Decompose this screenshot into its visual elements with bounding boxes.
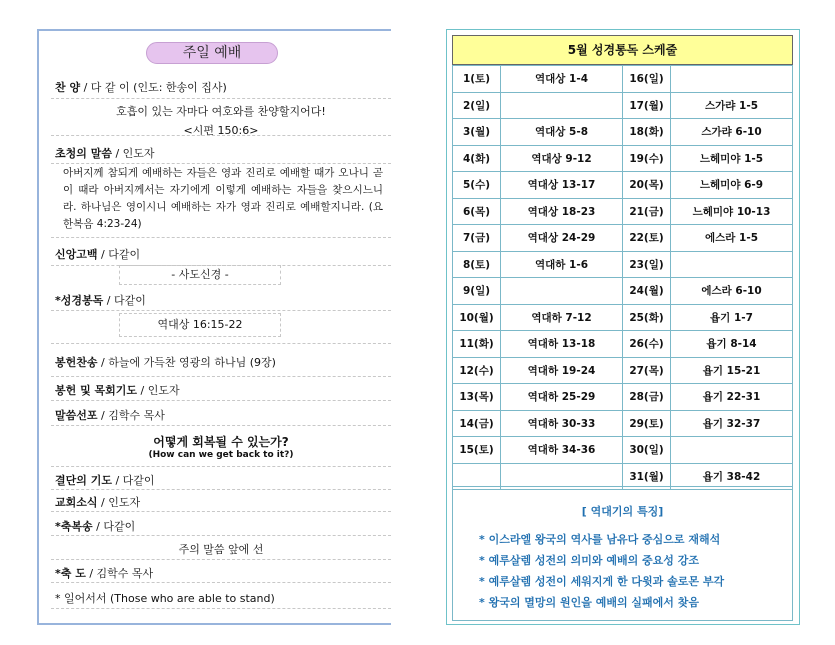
schedule-reading <box>671 437 793 464</box>
schedule-reading: 역대하 1-6 <box>501 251 623 278</box>
schedule-date: 10(월) <box>453 304 501 331</box>
schedule-reading: 욥기 32-37 <box>671 410 793 437</box>
feature-item: * 예루살렘 성전이 세워지게 한 다윗과 솔로몬 부각 <box>479 575 725 588</box>
feature-item: * 예루살렘 성전의 의미와 예배의 중요성 강조 <box>479 554 699 567</box>
schedule-row <box>453 331 793 358</box>
order-label: 봉헌 및 목회기도 <box>55 384 138 397</box>
schedule-reading: 역대하 30-33 <box>501 410 623 437</box>
sermon-title: 어떻게 회복될 수 있는가? <box>153 435 289 449</box>
schedule-date: 21(금) <box>623 198 671 225</box>
schedule-date: 24(월) <box>623 278 671 305</box>
schedule-reading: 스가랴 6-10 <box>671 119 793 146</box>
chronicles-features <box>452 486 793 621</box>
schedule-date: 11(화) <box>453 331 501 358</box>
schedule-date: 20(목) <box>623 172 671 199</box>
order-label: *축 도 <box>55 567 86 580</box>
schedule-date: 15(토) <box>453 437 501 464</box>
order-item-reading <box>51 286 391 311</box>
schedule-date: 23(일) <box>623 251 671 278</box>
schedule-date: 1(토) <box>453 66 501 93</box>
schedule-row <box>453 251 793 278</box>
order-label: 초청의 말씀 <box>55 147 112 160</box>
call-line-2: <시편 150:6> <box>183 124 259 137</box>
schedule-reading <box>671 66 793 93</box>
order-item-offering-prayer <box>51 376 391 401</box>
schedule-date: 26(수) <box>623 331 671 358</box>
worship-order-panel <box>37 29 391 625</box>
schedule-reading: 역대하 25-29 <box>501 384 623 411</box>
order-item-invocation <box>51 135 391 164</box>
order-value: / 다같이 <box>111 474 155 487</box>
order-value: / 다같이 <box>92 520 136 533</box>
schedule-reading: 역대하 19-24 <box>501 357 623 384</box>
schedule-row <box>453 437 793 464</box>
schedule-reading: 욥기 1-7 <box>671 304 793 331</box>
sermon-title-block <box>51 433 391 460</box>
order-value: / 다같이 <box>97 248 141 261</box>
schedule-date: 29(토) <box>623 410 671 437</box>
schedule-reading: 느헤미야 10-13 <box>671 198 793 225</box>
order-label: *성경봉독 <box>55 294 104 307</box>
order-value: / 다같이 <box>103 294 146 307</box>
schedule-date: 17(월) <box>623 92 671 119</box>
schedule-date: 7(금) <box>453 225 501 252</box>
order-label: 찬 양 <box>55 81 81 94</box>
schedule-date: 16(일) <box>623 66 671 93</box>
order-label: 신앙고백 <box>55 248 98 261</box>
schedule-reading: 스가랴 1-5 <box>671 92 793 119</box>
order-item-decision <box>51 466 391 490</box>
order-item-creed <box>51 237 391 266</box>
schedule-date: 14(금) <box>453 410 501 437</box>
schedule-reading: 역대상 24-29 <box>501 225 623 252</box>
schedule-row <box>453 172 793 199</box>
schedule-row <box>453 225 793 252</box>
schedule-reading: 느헤미야 1-5 <box>671 145 793 172</box>
schedule-date: 22(토) <box>623 225 671 252</box>
schedule-date: 2(일) <box>453 92 501 119</box>
schedule-row <box>453 119 793 146</box>
schedule-date: 30(일) <box>623 437 671 464</box>
schedule-reading: 에스라 6-10 <box>671 278 793 305</box>
schedule-date: 12(수) <box>453 357 501 384</box>
order-value: / 인도자 <box>97 496 141 509</box>
schedule-reading <box>501 278 623 305</box>
order-value: / 김학수 목사 <box>85 567 154 580</box>
order-item-offering-hymn <box>51 343 391 377</box>
schedule-date: 6(목) <box>453 198 501 225</box>
schedule-reading: 역대상 5-8 <box>501 119 623 146</box>
features-title: [ 역대기의 특징] <box>581 505 664 518</box>
stand-note: * 일어서서 (Those who are able to stand) <box>55 592 275 605</box>
order-value: / 인도자 <box>111 147 155 160</box>
schedule-date: 28(금) <box>623 384 671 411</box>
schedule-date: 5(수) <box>453 172 501 199</box>
schedule-reading: 역대하 13-18 <box>501 331 623 358</box>
schedule-row <box>453 410 793 437</box>
schedule-reading: 역대하 7-12 <box>501 304 623 331</box>
feature-item: * 이스라엘 왕국의 역사를 남유다 중심으로 재해석 <box>479 533 721 546</box>
schedule-row <box>453 384 793 411</box>
call-line-1: 호흡이 있는 자마다 여호와를 찬양할지어다! <box>116 105 326 118</box>
order-item-doxology <box>51 513 391 536</box>
schedule-title: 5월 성경통독 스케줄 <box>452 35 793 65</box>
order-item-sermon <box>51 401 391 426</box>
schedule-row <box>453 66 793 93</box>
schedule-reading: 역대하 34-36 <box>501 437 623 464</box>
schedule-table <box>452 65 793 490</box>
schedule-reading <box>501 92 623 119</box>
order-label: 말씀선포 <box>55 409 98 422</box>
schedule-date: 13(목) <box>453 384 501 411</box>
schedule-row <box>453 145 793 172</box>
order-value: / 하늘에 가득찬 영광의 하나님 (9장) <box>97 356 276 369</box>
order-item-benediction <box>51 559 391 583</box>
order-label: 봉헌찬송 <box>55 356 98 369</box>
schedule-reading: 역대상 13-17 <box>501 172 623 199</box>
order-item-news <box>51 489 391 512</box>
reading-schedule-panel <box>446 29 800 625</box>
schedule-date: 18(화) <box>623 119 671 146</box>
schedule-row <box>453 198 793 225</box>
order-label: 교회소식 <box>55 496 98 509</box>
schedule-date: 27(목) <box>623 357 671 384</box>
schedule-date: 4(화) <box>453 145 501 172</box>
doxology-text: 주의 말씀 앞에 선 <box>178 543 264 556</box>
schedule-reading: 역대상 9-12 <box>501 145 623 172</box>
schedule-row <box>453 304 793 331</box>
schedule-date: 9(일) <box>453 278 501 305</box>
schedule-reading <box>671 251 793 278</box>
schedule-reading: 욥기 38-42 <box>671 463 793 490</box>
schedule-row <box>453 278 793 305</box>
schedule-date: 19(수) <box>623 145 671 172</box>
feature-item: * 왕국의 멸망의 원인을 예배의 실패에서 찾음 <box>479 596 699 609</box>
schedule-reading: 역대상 1-4 <box>501 66 623 93</box>
schedule-reading: 느헤미야 6-9 <box>671 172 793 199</box>
reading-text: 역대상 16:15-22 <box>119 313 281 337</box>
schedule-date: 8(토) <box>453 251 501 278</box>
invocation-verse: 아버지께 참되게 예배하는 자들은 영과 진리로 예배할 때가 오나니 곧 이 때라 아버지께서는 자기에게 이렇게 예배하는 자들을 찾으시느니라. 하나님은 영이시니 예배하는 자가 영과 진리로 예배할지니라. (요한복음 4:23-24) <box>63 167 383 230</box>
schedule-date: 3(월) <box>453 119 501 146</box>
order-value: / 인도자 <box>137 384 180 397</box>
sermon-subtitle: (How can we get back to it?) <box>148 450 294 460</box>
order-label: 결단의 기도 <box>55 474 112 487</box>
schedule-reading: 역대상 18-23 <box>501 198 623 225</box>
call-to-worship <box>51 103 391 138</box>
schedule-reading: 욥기 22-31 <box>671 384 793 411</box>
schedule-row <box>453 92 793 119</box>
order-value: / 김학수 목사 <box>97 409 165 422</box>
schedule-reading: 욥기 8-14 <box>671 331 793 358</box>
schedule-reading: 에스라 1-5 <box>671 225 793 252</box>
schedule-date: 25(화) <box>623 304 671 331</box>
schedule-row <box>453 357 793 384</box>
worship-title: 주일 예배 <box>146 42 278 64</box>
schedule-reading: 욥기 15-21 <box>671 357 793 384</box>
creed-text: - 사도신경 - <box>119 265 281 285</box>
order-value: / 다 같 이 (인도: 한송이 집사) <box>80 81 227 94</box>
schedule-date: 31(월) <box>623 463 671 490</box>
order-label: *축복송 <box>55 520 93 533</box>
order-item-hymn <box>51 71 391 99</box>
stand-note-row <box>51 584 391 609</box>
